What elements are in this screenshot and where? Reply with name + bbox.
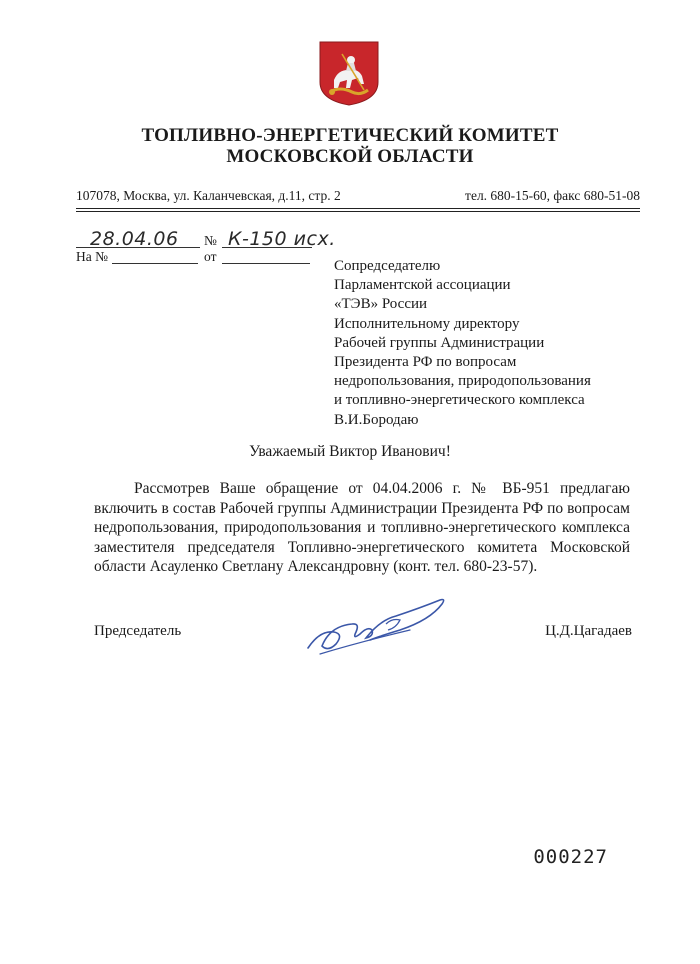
greeting: Уважаемый Виктор Иванович! (249, 443, 451, 460)
coat-of-arms-icon (318, 40, 380, 106)
header-divider-thin (76, 211, 640, 212)
signatory-name: Ц.Д.Цагадаев (545, 623, 632, 639)
committee-title: ТОПЛИВНО-ЭНЕРГЕТИЧЕСКИЙ КОМИТЕТ (141, 125, 559, 146)
outgoing-date: 28.04.06 (90, 228, 179, 250)
addressee-line: и топливно-энергетического комплекса (334, 392, 585, 409)
letter-body: Рассмотрев Ваше обращение от 04.04.2006 г. № ВБ-951 предлагаю включить в состав Рабочей группы Администрации Президента РФ по вопросам недропользования, природопользования и топливно-энергетического комплекса заместителя председателя Топливно-энергетического комитета Московской области Асауленко Светлану Александровну (конт. тел. 680-23-57). (94, 480, 630, 575)
reply-label: На № (76, 249, 108, 264)
addressee-line: В.И.Бородаю (334, 411, 419, 428)
committee-address: 107078, Москва, ул. Каланчевская, д.11, стр. 2 (76, 188, 341, 203)
addressee-line: Президента РФ по вопросам (334, 354, 517, 371)
header-divider (76, 208, 640, 209)
addressee-line: Исполнительному директору (334, 315, 520, 332)
signatory-position: Председатель (94, 623, 182, 639)
committee-phones: тел. 680-15-60, факс 680-51-08 (465, 188, 640, 203)
addressee-line: «ТЭВ» России (334, 296, 428, 313)
reply-number-line (112, 262, 198, 264)
number-label: № (204, 233, 217, 248)
addressee-line: Парламентской ассоциации (334, 277, 511, 294)
reply-date-line (222, 262, 310, 264)
reply-from-label: от (204, 249, 217, 264)
addressee-line: Сопредседателю (334, 258, 441, 274)
addressee-block (334, 257, 591, 430)
handwritten-signature-icon (300, 590, 450, 662)
addressee-line: недропользования, природопользования (334, 373, 591, 390)
outgoing-number: К-150 исх. (228, 228, 336, 250)
document-serial-number: 000227 (533, 846, 608, 868)
committee-region: МОСКОВСКОЙ ОБЛАСТИ (226, 146, 474, 167)
addressee-line: Рабочей группы Администрации (334, 334, 545, 351)
